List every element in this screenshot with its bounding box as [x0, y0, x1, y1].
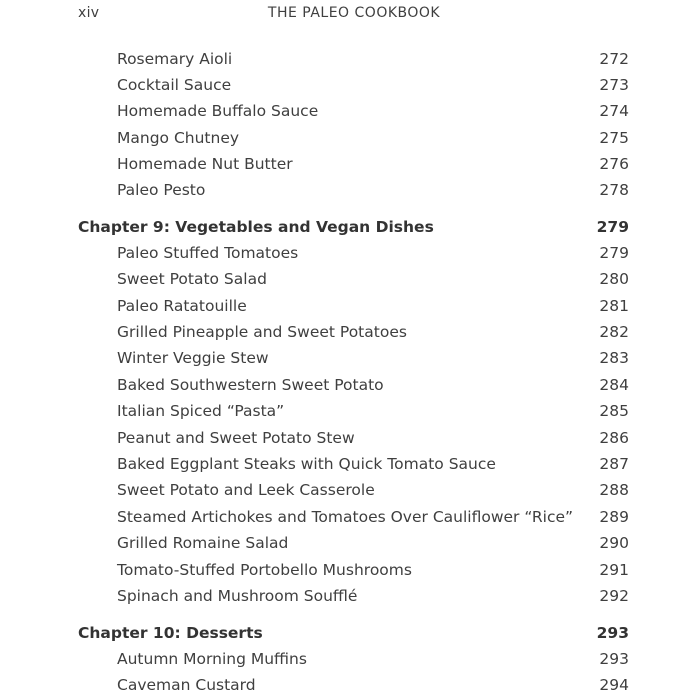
entry-title: Cocktail Sauce: [117, 76, 232, 94]
chapter-title: Chapter 10: Desserts: [78, 624, 263, 642]
entry-title: Homemade Buffalo Sauce: [117, 102, 319, 120]
page-ref: 282: [599, 323, 629, 341]
entry-title: Paleo Pesto: [117, 181, 206, 199]
toc-entry-row: [78, 320, 629, 344]
toc-entry-row: [78, 178, 629, 202]
page-ref: 280: [599, 270, 629, 288]
entry-title: Mango Chutney: [117, 129, 240, 147]
toc-entry-row: [78, 399, 629, 423]
entry-title: Winter Veggie Stew: [117, 349, 269, 367]
entry-title: Autumn Morning Muffins: [117, 650, 307, 668]
toc-entry-row: [78, 478, 629, 502]
page-ref: 289: [599, 508, 629, 526]
entry-title: Peanut and Sweet Potato Stew: [117, 429, 355, 447]
entry-title: Grilled Romaine Salad: [117, 534, 289, 552]
page-ref: 288: [599, 481, 629, 499]
toc-entry-row: [78, 426, 629, 450]
toc-entry-row: [78, 73, 629, 97]
toc-entry-row: [78, 647, 629, 671]
page-ref: 278: [599, 181, 629, 199]
page-ref: 273: [599, 76, 629, 94]
entry-title: Sweet Potato Salad: [117, 270, 267, 288]
entry-title: Sweet Potato and Leek Casserole: [117, 481, 375, 499]
page-ref: 292: [599, 587, 629, 605]
toc-entry-row: [78, 267, 629, 291]
toc-entry-row: [78, 126, 629, 150]
entry-title: Homemade Nut Butter: [117, 155, 293, 173]
entry-title: Caveman Custard: [117, 676, 256, 694]
entry-title: Tomato-Stuffed Portobello Mushrooms: [117, 561, 412, 579]
entry-title: Grilled Pineapple and Sweet Potatoes: [117, 323, 407, 341]
toc-entry-row: [78, 373, 629, 397]
page-ref: 275: [599, 129, 629, 147]
toc-entry-row: [78, 531, 629, 555]
entry-title: Italian Spiced “Pasta”: [117, 402, 285, 420]
page-ref: 293: [599, 650, 629, 668]
page-ref: 274: [599, 102, 629, 120]
page-ref: 286: [599, 429, 629, 447]
entry-title: Rosemary Aioli: [117, 50, 233, 68]
toc-chapter-row: [78, 621, 629, 645]
toc-entry-row: [78, 558, 629, 582]
entry-title: Steamed Artichokes and Tomatoes Over Cauliflower “Rice”: [117, 508, 574, 526]
page-ref: 281: [599, 297, 629, 315]
toc-entry-row: [78, 346, 629, 370]
running-head: [78, 5, 630, 25]
page-ref: 283: [599, 349, 629, 367]
page-ref: 287: [599, 455, 629, 473]
entry-title: Paleo Stuffed Tomatoes: [117, 244, 299, 262]
entry-title: Baked Southwestern Sweet Potato: [117, 376, 384, 394]
toc-entry-row: [78, 152, 629, 176]
page-ref: 276: [599, 155, 629, 173]
page-ref: 284: [599, 376, 629, 394]
page-ref: 293: [596, 624, 629, 642]
page-ref: 279: [599, 244, 629, 262]
page-ref: 290: [599, 534, 629, 552]
page-ref: 272: [599, 50, 629, 68]
entry-title: Spinach and Mushroom Soufflé: [117, 587, 358, 605]
entry-title: Baked Eggplant Steaks with Quick Tomato Sauce: [117, 455, 496, 473]
entry-title: Paleo Ratatouille: [117, 297, 247, 315]
toc-entry-row: [78, 47, 629, 71]
toc-entry-row: [78, 294, 629, 318]
chapter-title: Chapter 9: Vegetables and Vegan Dishes: [78, 218, 434, 236]
toc-entry-row: [78, 241, 629, 265]
toc-entry-row: [78, 505, 629, 529]
toc-entry-row: [78, 584, 629, 608]
toc-entry-row: [78, 452, 629, 476]
book-title: THE PALEO COOKBOOK: [267, 5, 441, 21]
page-ref: 294: [599, 676, 629, 694]
toc-entry-row: [78, 673, 629, 697]
page-number: xiv: [78, 5, 100, 21]
page-ref: 291: [599, 561, 629, 579]
page-ref: 285: [599, 402, 629, 420]
toc-chapter-row: [78, 215, 629, 239]
page-ref: 279: [596, 218, 629, 236]
toc-entry-row: [78, 99, 629, 123]
